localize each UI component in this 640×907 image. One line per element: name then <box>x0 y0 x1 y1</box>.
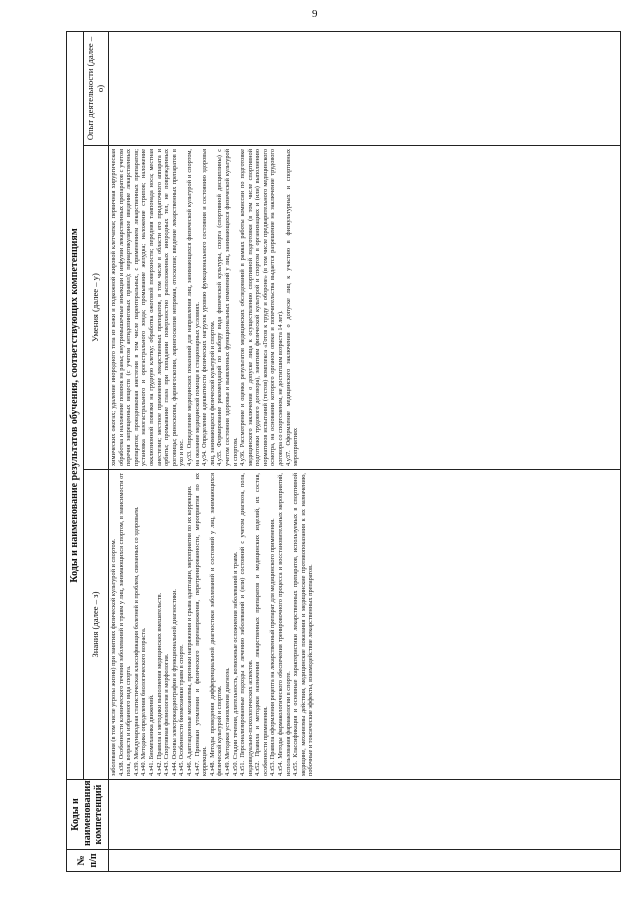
competencies-table <box>66 31 621 872</box>
header-num: № п/п <box>67 850 109 872</box>
skill-item: 4.у35. Формирование рекомендаций по выбору вида физической культуры, спорта (спортивной дисциплины) с учетом состояния здоровья и выявленных функциональных изменений у лиц, занимающихся физической культурой и спортом. <box>216 149 239 466</box>
knowledge-item: 4.з51. Персонализированные подходы к лечению заболеваний и (или) состояний с учетом диагноза, пола, индивидуально-психологических аспектов. <box>239 473 254 776</box>
skill-item: 4.у37. Оформление медицинского заключения о допуске лиц к участию в физкультурных и спортивных мероприятиях <box>284 149 300 466</box>
knowledge-item: 4.з54. Методы фармакологического обеспечения тренировочного процесса и восстановительных мероприятий, использования фармакологии в спорте. <box>277 473 292 776</box>
knowledge-item: 4.з41. Биомеханика движений. <box>147 694 155 776</box>
knowledge-item: 4.з45. Особенности биомеханики травм в спорте. <box>178 644 186 776</box>
header-experience: Опыт деятельности (далее – о) <box>84 32 109 146</box>
header-skills: Умения (далее – у) <box>84 146 109 470</box>
skill-item: 4.у36. Рассмотрение и оценка результатов медицинских обследований в рамках работы комиссии по подготовке медицинского заключения о допуске лица к осуществлению спортивной подготовки (в том числе спортивной подготовки трудового договора), занятиям физической культурой и спортом в организациях и (или) выполнению нормативов испытаний (тестов) комплекса «Готов к труду и обороне» (в том числе предварительного медицинского осмотра, на основании которого органом опеки и попечительства выдается разрешение на заключение трудового договора со спортсменом, не достигшим возраста 14 лет). <box>239 149 285 466</box>
knowledge-item: 4.з49. Методики установления диагноза. <box>223 667 231 776</box>
knowledge-item: заболевания (в том числе угрозы жизни) при занятиях физической культурой и спортом. <box>110 538 117 776</box>
skills-list <box>110 149 300 466</box>
code-cell <box>109 780 621 850</box>
table-title: Коды и наименование результатов обучения, соответствующих компетенциям <box>67 32 84 780</box>
header-knowledge: Знания (далее – з) <box>84 470 109 780</box>
skills-cell <box>109 146 621 470</box>
num-cell <box>109 850 621 872</box>
experience-cell <box>109 32 621 146</box>
rotated-page <box>66 32 621 872</box>
knowledge-item: 4.з48. Методы проведения дифференциальной диагностики заболеваний и состояний у лиц, занимающихся физической культурой и спортом. <box>208 473 224 776</box>
knowledge-item: 4.з55. Классификация и основные характеристики лекарственных препаратов, используемых в спортивной медицине, механизмы действия, медицинские показания и медицинские противопоказания к их назначению, побочные и токсические эффекты, взаимодействие лекарственных препаратов. <box>292 473 315 776</box>
knowledge-item: 4.з42. Правила и методики выполнения медицинских вмешательств. <box>155 592 163 776</box>
skill-item: 4.у33. Определение медицинских показаний для направления лиц, занимающихся физической культурой и спортом, на оказание медицинской помощи в стационарных условиях. <box>185 149 201 466</box>
knowledge-item: 4.з43. Спортивная физиология и морфология. <box>163 653 171 776</box>
knowledge-item: 4.з52. Правила и методики назначения лекарственных препаратов и медицинских изделий, их состав, особенности применения. <box>254 473 269 776</box>
knowledge-list <box>110 473 315 776</box>
knowledge-item: 4.з47. Признаки утомления и физического перенапряжения, перетренированности, мероприятия по их коррекции. <box>193 473 209 776</box>
knowledge-item: 4.з46. Адаптационные механизмы, признаки напряжения и срыва адаптации, мероприятия по их коррекции. <box>185 485 193 776</box>
knowledge-cell <box>109 470 621 780</box>
knowledge-item: 4.з53. Правила оформления рецепта на лекарственный препарат для медицинского применения. <box>269 518 277 776</box>
header-code: Коды и наименования компетенций <box>67 780 109 850</box>
knowledge-item: 4.з38. Особенности клинического течения заболеваний и травм у лиц, занимающихся спортом, в зависимости от пола, возраста и избранного вида спорта. <box>117 473 133 776</box>
skill-item: 4.у34. Определение адекватности физических нагрузок уровню функционального состояния и состоянию здоровья лиц, занимающихся физической культурой и спортом. <box>201 149 216 466</box>
page-number: 9 <box>312 8 318 20</box>
skill-item: химических ожогах; удаление инородного тела из кожи и подкожной жировой клетчатки; первичная хирургическая обработка и наложение повязок на раны; внутримышечные инъекции и инфузии лекарственных препаратов с учетом перечня запрещенных веществ (с учетом антидопинговых правил); периартикулярное введение лекарственных препаратов; проводниковая анестезия в том числе парентеральных, с применением лекарственных препаратов; установка назогастрального и орогастрального зонда; промывание желудка; наложение стрипов; наложение окклюзионной повязки на грудную клетку; обработка ожоговой поверхности; передняя тампонада носа; местная анестезия; местное применение лекарственных препаратов, в том числе в области его придаточного аппарата и орбиты; промывание глаза при попадании поверхностно расположенных инородных тел, не поврежденных роговицы; риноскопия, фарингоскопия, ларингоскопия непрямая, отоскопия; введение лекарственных препаратов в ухо и нос. <box>110 149 186 466</box>
knowledge-item: 4.з39. Международная статистическая классификация болезней и проблем, связанных со здоровьем. <box>132 506 140 776</box>
knowledge-item: 4.з44. Основы электрокардиографии и функциональной диагностики. <box>170 589 178 776</box>
knowledge-item: 4.з50. Стадии течения, длительность, возможные осложнения заболеваний и травм. <box>231 551 239 776</box>
knowledge-item: 4.з40. Методика определения биологического возраста. <box>140 627 148 776</box>
